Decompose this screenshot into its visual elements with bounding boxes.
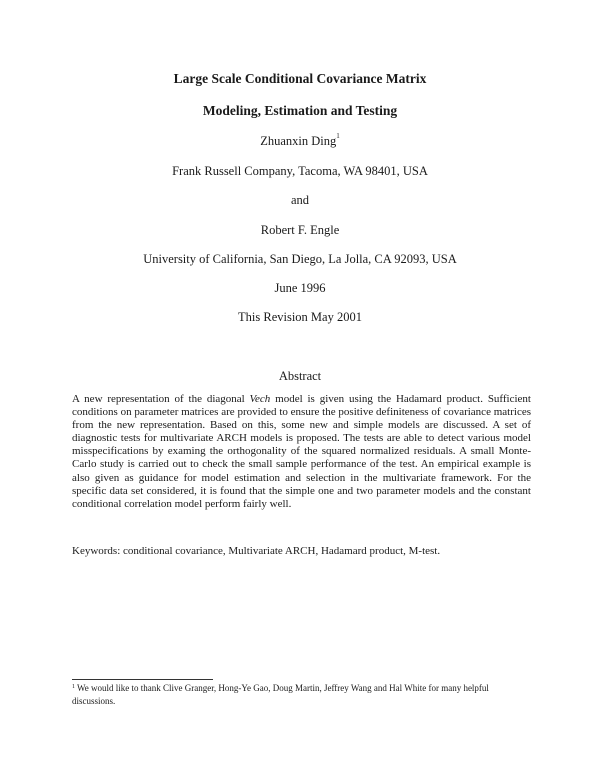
footnote-mark: 1 <box>72 684 75 690</box>
abstract-vech-term: Vech <box>249 393 271 405</box>
keywords: Keywords: conditional covariance, Multivariate ARCH, Hadamard product, M-test. <box>72 545 441 557</box>
abstract-text-rest: model is given using the Hadamard product. Sufficient conditions on parameter matrices are provided to ensure the positive definiteness of covariance matrices from the new representation. Based on this, some new and simple models are discussed. A set of diagnostic tests for multivariate ARCH models is proposed. The tests are able to detect various model misspecifications by examing the orthogonality of the squared normalized residuals. A small Monte-Carlo study is carried out to check the small sample performance of the test. An empirical example is also given as guidance for model estimation and selection in the multivariate framework. For the specific data set considered, it is found that the simple one and two parameter models and the constant conditional correlation model perform fairly well. <box>72 393 531 510</box>
footnote-divider <box>72 679 213 680</box>
author-1-affiliation: Frank Russell Company, Tacoma, WA 98401, USA <box>172 164 428 178</box>
author-1 <box>0 134 600 149</box>
author-conjunction: and <box>290 193 310 207</box>
abstract-heading: Abstract <box>278 369 322 383</box>
paper-title-line-2: Modeling, Estimation and Testing <box>202 103 398 118</box>
abstract-text <box>72 393 531 511</box>
author-2-name: Robert F. Engle <box>260 223 340 237</box>
author-1-name: Zhuanxin Ding <box>260 134 337 148</box>
footnote-text: We would like to thank Clive Granger, Hong-Ye Gao, Doug Martin, Jeffrey Wang and Hal White for many helpful discussions. <box>72 683 489 706</box>
footnote <box>72 682 531 708</box>
author-1-footnote-mark: 1 <box>336 132 340 140</box>
abstract-text-start: A new representation of the diagonal <box>72 393 250 405</box>
revision-date: This Revision May 2001 <box>238 310 362 324</box>
paper-title-line-1: Large Scale Conditional Covariance Matrix <box>173 71 427 86</box>
original-date: June 1996 <box>274 281 326 295</box>
author-2-affiliation: University of California, San Diego, La Jolla, CA 92093, USA <box>143 252 457 266</box>
